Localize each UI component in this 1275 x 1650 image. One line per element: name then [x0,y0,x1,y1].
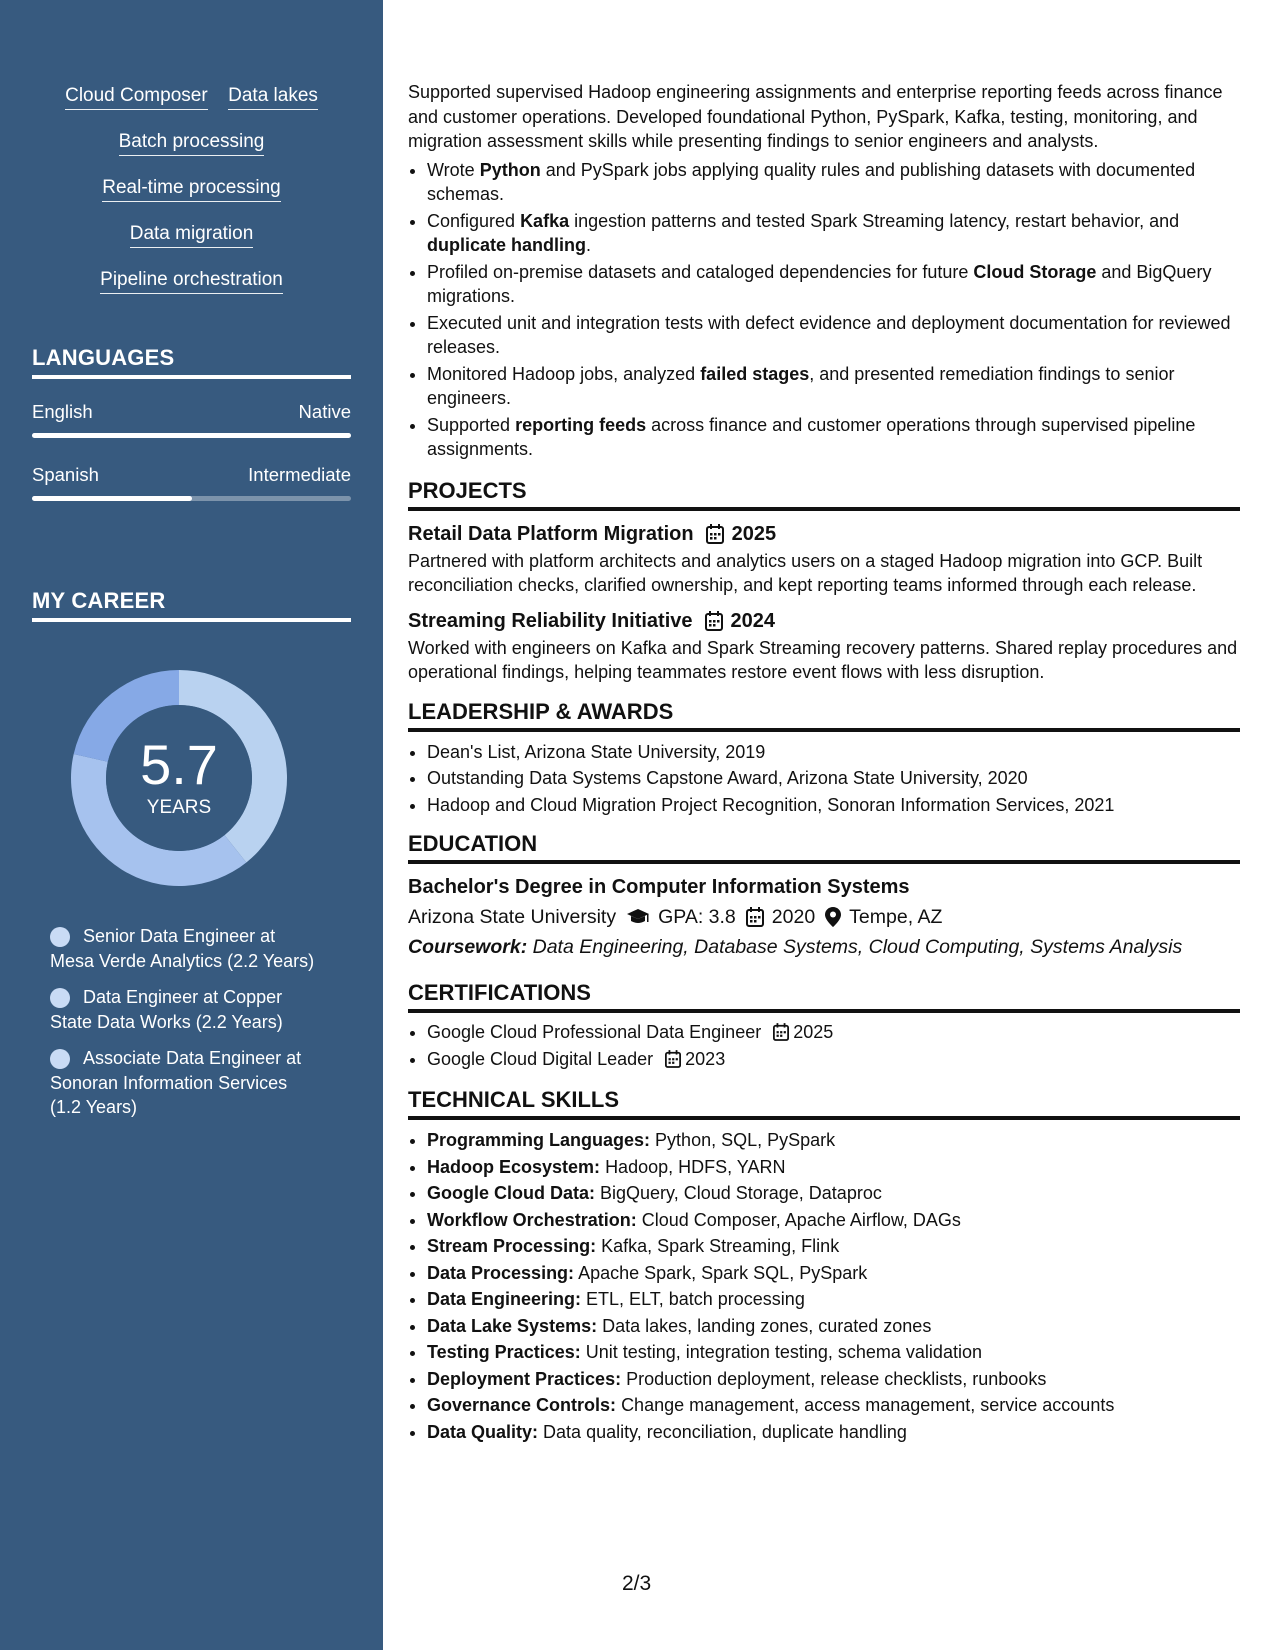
certification-year: 2023 [685,1048,726,1069]
awards-list [408,740,1240,818]
skill-category: Testing Practices: [427,1342,581,1362]
skill-item [427,1393,1240,1418]
skill-category: Deployment Practices: [427,1368,622,1389]
skill-values: Hadoop, HDFS, YARN [605,1156,786,1177]
gpa: GPA: 3.8 [658,906,736,928]
skill-tag: Cloud Composer [65,85,208,110]
experience-bullet: • Wrote Python and PySpark jobs applying quality rules and publishing datasets with documented schemas. [427,158,1240,207]
career-legend-item [50,924,320,973]
skill-category: Stream Processing: [427,1236,597,1256]
skill-category: Data Lake Systems: [427,1315,598,1336]
skill-item [427,1420,1240,1445]
award-item: • Outstanding Data Systems Capstone Award, Arizona State University, 2020 [427,766,1240,791]
language-level: Intermediate [248,464,351,485]
skill-tag: Batch processing [119,131,265,156]
skill-values: Unit testing, integration testing, schema validation [585,1342,982,1362]
project-description: Partnered with platform architects and analytics users on a staged Hadoop migration into GCP. Built reconciliation checks, clarified ownership, and kept reporting teams informed through each release. [408,550,1203,595]
skill-values: Apache Spark, Spark SQL, PySpark [578,1262,868,1283]
skill-item [427,1287,1240,1312]
project-entry [408,606,1240,685]
language-entry [32,401,351,438]
technical-skills-list [408,1128,1240,1444]
career-legend [50,924,320,1132]
skill-item [427,1128,1240,1153]
legend-dot-icon [50,988,70,1008]
experience-bullet: • Executed unit and integration tests with defect evidence and deployment documentation for reviewed releases. [427,311,1240,360]
experience-summary: Supported supervised Hadoop engineering assignments and enterprise reporting feeds across finance and customer operations. Developed foundational Python, PySpark, Kafka, testing, monitoring, and migration assessment skills while presenting findings to senior engineers and analysts. [408,82,1223,151]
skill-values: Python, SQL, PySpark [655,1130,836,1150]
career-legend-text: Senior Data Engineer at Mesa Verde Analytics (2.2 Years) [50,926,315,971]
certification-name: • Google Cloud Professional Data Engineer [427,1022,762,1042]
award-item: • Hadoop and Cloud Migration Project Recognition, Sonoran Information Services, 2021 [427,793,1240,818]
certifications-heading: CERTIFICATIONS [408,980,1240,1013]
skill-category: Hadoop Ecosystem: [427,1156,601,1177]
calendar-icon [665,1050,681,1068]
calendar-icon [773,1023,789,1041]
school-name: Arizona State University [408,906,617,928]
skill-category: Programming Languages: [427,1130,651,1150]
career-heading: MY CAREER [32,588,351,622]
language-level: Native [298,401,351,422]
sidebar [0,0,383,1650]
languages-section [32,345,351,501]
school-location: Tempe, AZ [849,906,943,928]
map-pin-icon [825,907,841,927]
skill-item [427,1181,1240,1206]
graduation-year: 2020 [771,906,816,928]
education-entry [408,872,1240,962]
languages-heading: LANGUAGES [32,345,351,379]
skill-row [0,269,383,294]
career-years-label: YEARS [146,797,212,818]
experience-bullet: • Configured Kafka ingestion patterns and tested Spark Streaming latency, restart behavior, and duplicate handling. [427,209,1240,258]
skill-values: Data quality, reconciliation, duplicate handling [543,1421,907,1442]
certifications-list [408,1020,1240,1071]
skill-item [427,1367,1240,1392]
project-year: 2024 [730,609,776,632]
certification-name: • Google Cloud Digital Leader [427,1048,654,1069]
skill-values: BigQuery, Cloud Storage, Dataproc [600,1183,882,1203]
experience-bullet: • Monitored Hadoop jobs, analyzed failed stages, and presented remediation findings to senior engineers. [427,362,1240,411]
skill-values: Kafka, Spark Streaming, Flink [601,1236,840,1256]
language-bar-fill [32,433,351,438]
experience-bullet: • Supported reporting feeds across finance and customer operations through supervised pipeline assignments. [427,413,1240,462]
language-name: Spanish [32,464,99,485]
skill-item [427,1234,1240,1259]
skill-tag: Pipeline orchestration [100,269,283,294]
education-heading: EDUCATION [408,831,1240,864]
skill-category: Google Cloud Data: [427,1183,595,1203]
language-bar [32,496,351,501]
skill-category: Data Processing: [427,1262,575,1283]
calendar-icon [705,611,723,631]
career-total-years: 5.7 [140,733,218,796]
skill-item [427,1314,1240,1339]
skill-category: Governance Controls: [427,1395,617,1415]
skill-row [0,131,383,156]
technical-skills-heading: TECHNICAL SKILLS [408,1087,1240,1120]
certification-item [427,1047,1240,1072]
skill-values: Change management, access management, service accounts [621,1395,1115,1415]
skill-item [427,1340,1240,1365]
skill-tag: Data lakes [228,85,318,110]
skill-tags [0,0,383,294]
project-name: Retail Data Platform Migration [408,522,694,545]
main-content [408,80,1240,1446]
skill-row [0,177,383,202]
career-legend-item [50,1046,320,1120]
coursework-label: Coursework: [408,936,528,958]
language-bar [32,433,351,438]
language-name: English [32,401,93,422]
certification-year: 2025 [793,1022,834,1042]
skill-category: Data Engineering: [427,1289,582,1309]
skill-tag: Real-time processing [102,177,280,202]
degree-title: Bachelor's Degree in Computer Information Systems [408,876,910,898]
awards-heading: LEADERSHIP & AWARDS [408,699,1240,732]
career-donut-center [66,665,292,891]
language-entry [32,464,351,501]
experience-bullet: • Profiled on-premise datasets and cataloged dependencies for future Cloud Storage and BigQuery migrations. [427,260,1240,309]
career-donut-chart [66,665,292,891]
skill-values: Cloud Composer, Apache Airflow, DAGs [641,1209,961,1230]
career-legend-item [50,985,320,1034]
skill-values: ETL, ELT, batch processing [586,1289,805,1309]
page-number: 2/3 [622,1572,652,1595]
skill-item [427,1208,1240,1233]
skill-category: Data Quality: [427,1421,539,1442]
project-description: Worked with engineers on Kafka and Spark Streaming recovery patterns. Shared replay procedures and operational findings, helping teammates restore event flows with less disruption. [408,637,1238,682]
skill-item [427,1155,1240,1180]
award-item: • Dean's List, Arizona State University, 2019 [427,740,1240,765]
legend-dot-icon [50,1049,70,1069]
skill-tag: Data migration [130,223,254,248]
graduation-cap-icon [626,908,650,926]
skill-item [427,1261,1240,1286]
projects-heading: PROJECTS [408,478,1240,511]
calendar-icon [706,524,724,544]
skill-row [0,223,383,248]
career-section [32,588,351,622]
coursework-list: Data Engineering, Database Systems, Cloud Computing, Systems Analysis [532,936,1183,958]
skill-row [0,85,383,110]
skill-values: Production deployment, release checklists, runbooks [626,1368,1047,1389]
skill-category: Workflow Orchestration: [427,1209,637,1230]
language-bar-fill [32,496,192,501]
project-year: 2025 [731,522,777,545]
project-name: Streaming Reliability Initiative [408,609,693,632]
experience-bullets [408,158,1240,462]
skill-values: Data lakes, landing zones, curated zones [602,1315,932,1336]
career-legend-text: Associate Data Engineer at Sonoran Information Services (1.2 Years) [50,1048,302,1117]
career-legend-text: Data Engineer at Copper State Data Works (2.2 Years) [50,987,283,1032]
certification-item [427,1020,1240,1045]
calendar-icon [746,907,764,927]
project-entry [408,519,1240,598]
legend-dot-icon [50,927,70,947]
